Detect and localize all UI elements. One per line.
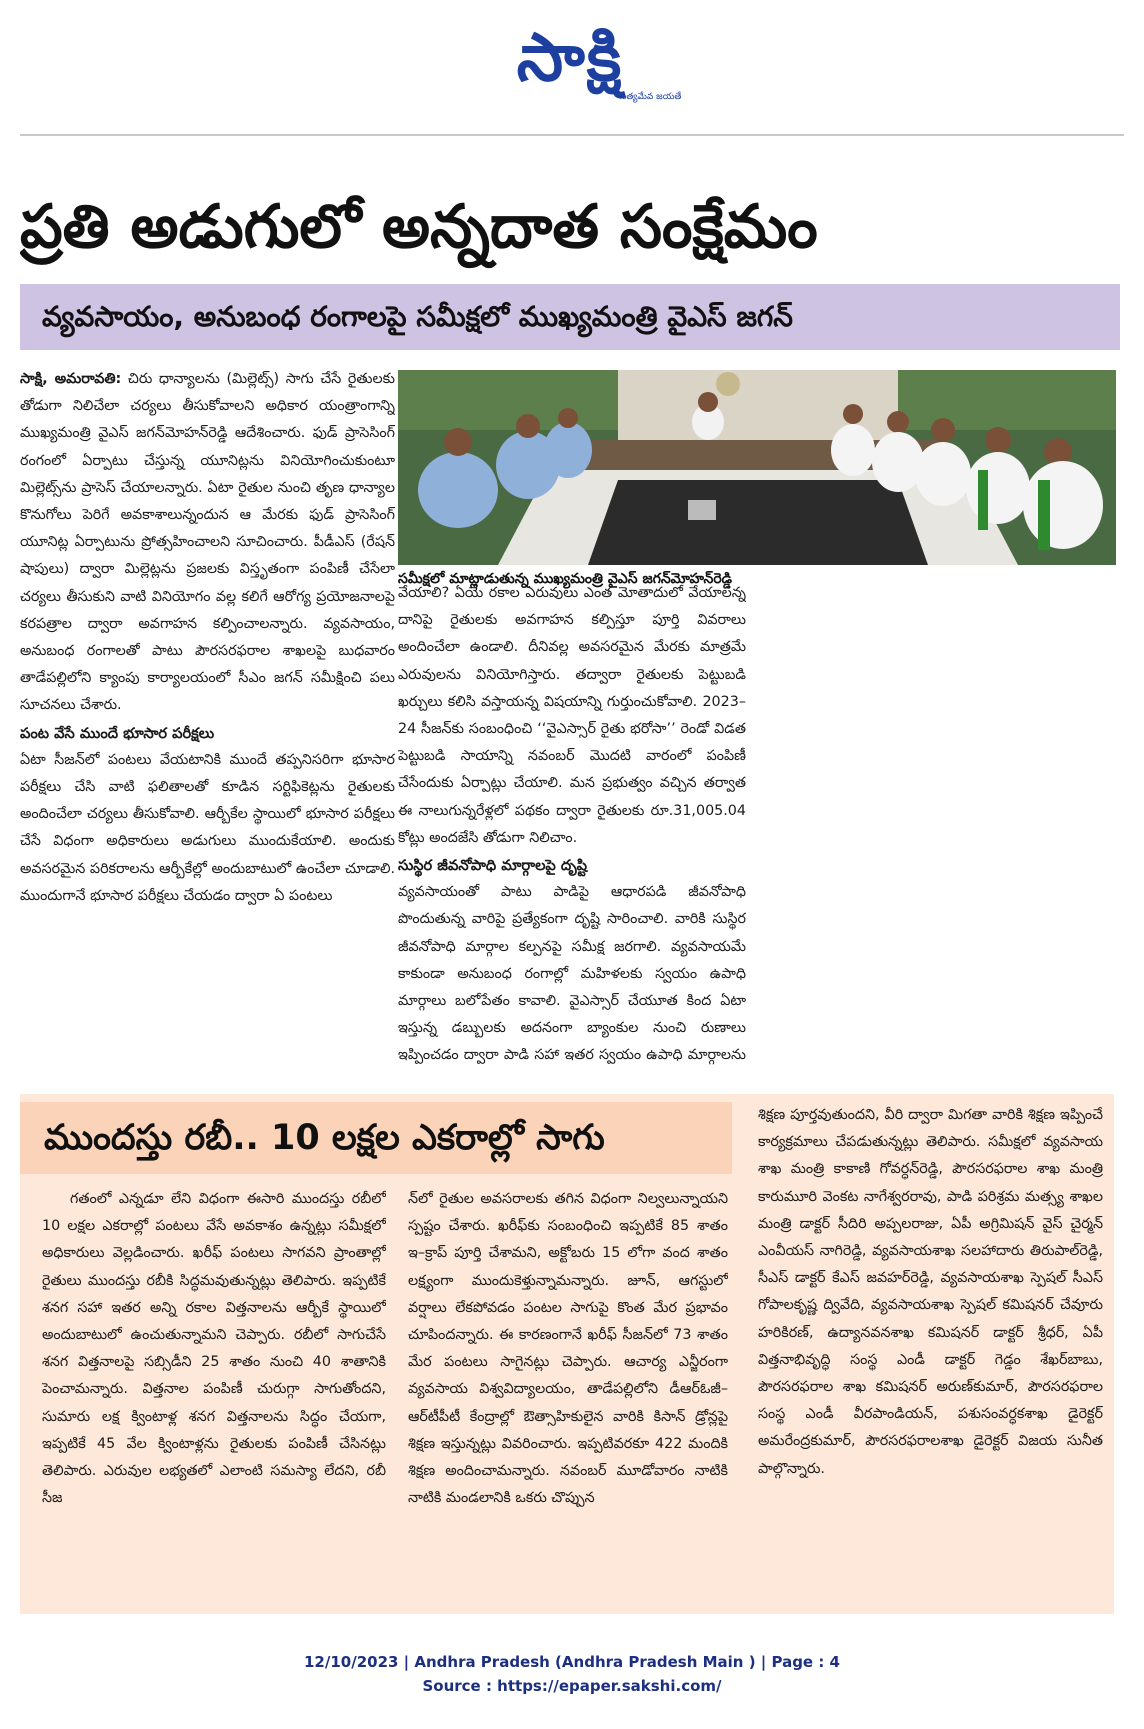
photo-caption: సమీక్షలో మాట్లాడుతున్న ముఖ్యమంత్రి వైఎస్ జగన్‌మోహన్‌రెడ్డి — [398, 571, 733, 587]
sidebar-box-title: ముందస్తు రబీ.. 10 లక్షల ఎకరాల్లో సాగు — [44, 1118, 605, 1158]
masthead — [0, 0, 1144, 130]
logo-tagline: సత్యమేవ జయతే — [620, 92, 682, 102]
masthead-divider — [20, 134, 1124, 136]
meeting-photo — [398, 370, 1116, 565]
box-paragraph: శిక్షణ పూర్తవుతుందని, వీరి ద్వారా మిగతా వారికి శిక్షణ ఇప్పించే కార్యక్రమాలు చేపడుతున్నట్లు తెలిపారు. సమీక్షలో వ్యవసాయ శాఖ మంత్రి కాకాణి గోవర్ధన్‌రెడ్డి, పౌరసరఫరాల శాఖ మంత్రి కారుమూరి వెంకట నాగేశ్వరరావు, పాడి పరిశ్రమ మత్స్య శాఖల మంత్రి డాక్టర్ సీదిరి అప్పలరాజు, ఏపీ అగ్రిమిషన్ వైస్ చైర్మన్ ఎంవీయస్ నాగిరెడ్డి, వ్యవసాయశాఖ సలహాదారు తిరుపాల్‌రెడ్డి, సీఎస్ డాక్టర్ కేఎస్ జవహర్‌రెడ్డి, వ్యవసాయశాఖ స్పెషల్ సీఎస్ గోపాలకృష్ణ ద్వివేది, వ్యవసాయశాఖ స్పెషల్ కమిషనర్ చేవూరు హరికిరణ్, ఉద్యానవనశాఖ కమిషనర్ డాక్టర్ శ్రీధర్, ఏపీ విత్తనాభివృద్ధి సంస్థ ఎండీ డాక్టర్ గెడ్డం శేఖర్‌బాబు, పౌరసరఫరాల శాఖ కమిషనర్ అరుణ్‌కుమార్, పౌరసరఫరాల సంస్థ ఎండీ వీరపాండియన్, పశుసంవర్ధకశాఖ డైరెక్టర్ అమరేంద్రకుమార్, పౌరసరఫరాలశాఖ డైరెక్టర్ విజయ సునీత పాల్గొన్నారు. — [758, 1107, 1103, 1477]
article-paragraph: వ్యవసాయంతో పాటు పాడిపై ఆధారపడి జీవనోపాధి పొందుతున్న వారిపై ప్రత్యేకంగా దృష్టి సారించాలి. వారికి సుస్థిర జీవనోపాధి మార్గాల కల్పనపై సమీక్ష జరగాలి. వ్యవసాయమే కాకుండా అనుబంధ రంగాల్లో మహిళలకు స్వయం ఉపాధి మార్గాలు బలోపేతం కావాలి. వైఎస్సార్ చేయూత కింద ఏటా ఇస్తున్న డబ్బులకు అదనంగా బ్యాంకుల నుంచి రుణాలు ఇప్పించడం ద్వారా పాడి సహా ఇతర స్వయం ఉపాధి మార్గాలను — [398, 884, 746, 1064]
box-column-3 — [758, 1102, 1103, 1602]
article-column-2 — [398, 580, 746, 1072]
section-subheading: పంట వేసే ముందే భూసార పరీక్షలు — [20, 724, 215, 742]
article-column-3 — [758, 580, 1113, 1072]
box-paragraph: న్‌లో రైతుల అవసరాలకు తగిన విధంగా నిల్వలున్నాయని స్పష్టం చేశారు. ఖరీఫ్‌కు సంబంధించి ఇప్పటికే 85 శాతం ఇ–క్రాప్ పూర్తి చేశామని, అక్టోబరు 15 లోగా వంద శాతం లక్ష్యంగా ముందుకెళ్తున్నామన్నారు. జూన్, ఆగస్టులో వర్షాలు లేకపోవడం పంటల సాగుపై కొంత మేర ప్రభావం చూపిందన్నారు. ఈ కారణంగానే ఖరీఫ్ సీజన్‌లో 73 శాతం మేర పంటలు సాగైనట్లు చెప్పారు. ఆచార్య ఎన్జీరంగా వ్యవసాయ విశ్వవిద్యాలయం, తాడేపల్లిలోని డీఆర్‌ఓజీ– ఆర్‌టీపీటీ కేంద్రాల్లో ఔత్సాహికులైన వారికి కిసాన్ డ్రోన్లపై శిక్షణ ఇస్తున్నట్లు వివరించారు. ఇప్పటివరకూ 422 మందికి శిక్షణ అందించామన్నారు. నవంబర్ మూడోవారం నాటికి నాటికి మండలానికి ఒకరు చొప్పున — [408, 1191, 728, 1507]
logo-wordmark: సాక్షి — [516, 19, 624, 96]
box-column-1 — [42, 1186, 386, 1606]
sakshi-logo[interactable] — [460, 18, 680, 98]
article-paragraph: వేయాలి? ఏయే రకాల ఎరువులు ఎంత మోతాదులో వేయాలన్న దానిపై రైతులకు అవగాహన కల్పిస్తూ పూర్తి వివరాలు అందించేలా ఉండాలి. దీనివల్ల అవసరమైన మేరకు మాత్రమే ఎరువులను వినియోగిస్తారు. తద్వారా రైతులకు పెట్టుబడి ఖర్చులు కలిసి వస్తాయన్న విషయాన్ని గుర్తుంచుకోవాలి. 2023–24 సీజన్‌కు సంబంధించి ‘‘వైఎస్సార్ రైతు భరోసా’’ రెండో విడత పెట్టుబడి సాయాన్ని నవంబర్ మొదటి వారంలో పంపిణీ చేసేందుకు ఏర్పాట్లు చేయాలి. మన ప్రభుత్వం వచ్చిన తర్వాత ఈ నాలుగున్నరేళ్లలో పథకం ద్వారా రైతులకు రూ.31,005.04 కోట్లు అందజేసి తోడుగా నిలిచాం. — [398, 585, 746, 846]
article-column-1 — [20, 366, 395, 1072]
paragraph-text: చిరు ధాన్యాలను (మిల్లెట్స్) సాగు చేసే రైతులకు తోడుగా నిలిచేలా చర్యలు తీసుకోవాలని అధికార యంత్రాంగాన్ని ముఖ్యమంత్రి వైఎస్ జగన్‌మోహన్‌రెడ్డి ఆదేశించారు. ఫుడ్ ప్రాసెసింగ్ రంగంలో ఏర్పాటు చేస్తున్న యూనిట్లను వినియోగించుకుంటూ మిల్లెట్స్‌ను ప్రాసెస్ చేయాలన్నారు. ఏటా రైతుల నుంచి తృణ ధాన్యాల కొనుగోలు పెరిగే అవకాశాలున్నందున ఆ మేరకు ఫుడ్ ప్రాసెసింగ్ యూనిట్ల ఏర్పాటును ప్రోత్సహించాలని సూచించారు. పీడీఎస్ (రేషన్ షాపులు) ద్వారా మిల్లెట్లను ప్రజలకు విస్తృతంగా పంపిణీ చేసేలా చర్యలు తీసుకుని వాటి వినియోగం వల్ల కలిగే ఆరోగ్య ప్రయోజనాలపై కరపత్రాల ద్వారా అవగాహన కల్పించాలన్నారు. వ్యవసాయం, అనుబంధ రంగాలతో పాటు పౌరసరఫరాల శాఖలపై బుధవారం తాడేపల్లిలోని క్యాంపు కార్యాలయంలో సీఎం జగన్ సమీక్షించి పలు సూచనలు చేశారు. — [20, 371, 395, 714]
meeting-photo-illustration — [398, 370, 1116, 565]
page-footer — [0, 1650, 1144, 1698]
article-paragraph: ఏటా సీజన్‌లో పంటలు వేయటానికి ముందే తప్పనిసరిగా భూసార పరీక్షలు చేసి వాటి ఫలితాలతో కూడిన సర్టిఫికెట్లను రైతులకు అందించేలా చర్యలు తీసుకోవాలి. ఆర్బీకేల స్థాయిలో భూసార పరీక్షలు చేసే విధంగా అధికారులు అడుగులు ముందుకేయాలి. అందుకు అవసరమైన పరికరాలను ఆర్బీకేల్లో అందుబాటులో ఉంచేలా చూడాలి. ముందుగానే భూసార పరీక్షలు చేయడం ద్వారా ఏ పంటలు — [20, 751, 395, 904]
sub-headline: వ్యవసాయం, అనుబంధ రంగాలపై సమీక్షలో ముఖ్యమంత్రి వైఎస్ జగన్ — [20, 284, 1120, 350]
dateline: సాక్షి, అమరావతి: — [20, 371, 122, 387]
box-paragraph: గతంలో ఎన్నడూ లేని విధంగా ఈసారి ముందస్తు రబీలో 10 లక్షల ఎకరాల్లో పంటలు వేసే అవకాశం ఉన్నట్లు సమీక్షలో అధికారులు వెల్లడించారు. ఖరీఫ్ పంటలు సాగవని ప్రాంతాల్లో రైతులు ముందస్తు రబీకి సిద్ధమవుతున్నట్లు తెలిపారు. ఇప్పటికే శనగ సహా ఇతర అన్ని రకాల విత్తనాలను ఆర్బీకే స్థాయిలో అందుబాటులో ఉంచుతున్నామని చెప్పారు. రబీలో సాగుచేసే శనగ విత్తనాలపై సబ్సిడీని 25 శాతం నుంచి 40 శాతానికి పెంచామన్నారు. విత్తనాల పంపిణీ చురుగ్గా సాగుతోందని, సుమారు లక్ష క్వింటాళ్ల శనగ విత్తనాలను సిద్ధం చేయగా, ఇప్పటికే 45 వేల క్వింటాళ్లను రైతులకు పంపిణీ చేసినట్లు తెలిపారు. ఎరువుల లభ్యతలో ఎలాంటి సమస్యా లేదని, రబీ సీజ — [42, 1191, 386, 1507]
section-subheading: సుస్థిర జీవనోపాధి మార్గాలపై దృష్టి — [398, 857, 588, 875]
article-paragraph — [20, 366, 395, 720]
footer-edition-info: 12/10/2023 | Andhra Pradesh (Andhra Pradesh Main ) | Page : 4 — [303, 1653, 840, 1671]
page-headline: ప్రతి అడుగులో అన్నదాత సంక్షేమం — [20, 192, 818, 262]
box-column-2 — [408, 1186, 728, 1606]
sidebar-box-heading — [20, 1102, 732, 1174]
footer-source-link[interactable]: Source : https://epaper.sakshi.com/ — [422, 1677, 722, 1695]
